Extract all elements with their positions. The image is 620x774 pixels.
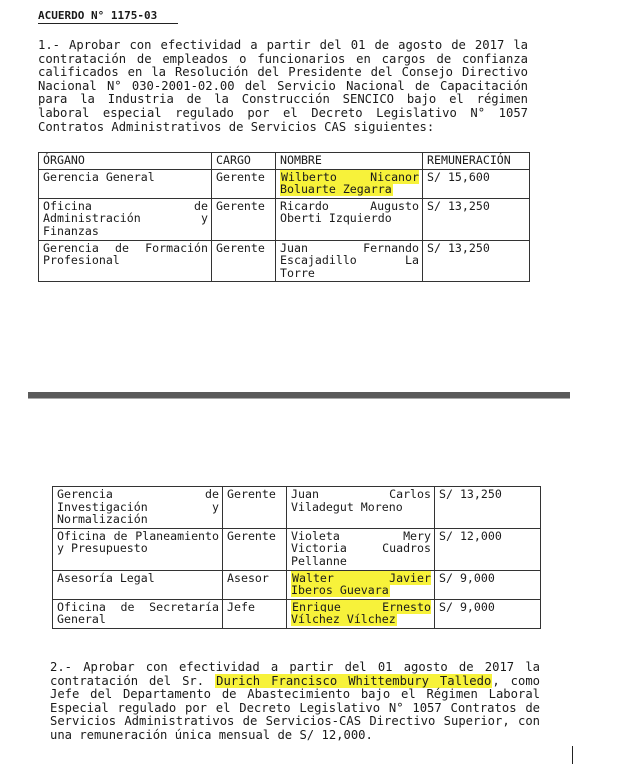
cell-cargo: Gerente: [212, 240, 276, 282]
header-remuneracion: REMUNERACIÓN: [423, 153, 530, 170]
cell-cargo: Asesor: [223, 570, 287, 599]
highlighted-name: Wilberto Nicanor Boluarte Zegarra: [280, 169, 419, 197]
header-nombre: NOMBRE: [276, 153, 423, 170]
paragraph-2-end: , como Jefe del Departamento de Abastecimiento bajo el Régimen Laboral Especial regulado por el Decreto Legislativo N° 1057 Contratos de Servicios Administrativos de Servicios-CAS Directivo Superior, con una remuneración única mensual de S/ 12,000.: [50, 673, 541, 742]
table-row: [39, 240, 530, 282]
table-row: [39, 198, 530, 240]
cell-nombre: Ricardo Augusto Oberti Izquierdo: [276, 198, 423, 240]
appointments-table-2: [52, 486, 541, 629]
cell-cargo: Gerente: [223, 528, 287, 570]
paragraph-2: [50, 661, 540, 743]
cell-nombre: [287, 570, 435, 599]
paragraph-2-start: 2.- Aprobar con efectividad a partir del 01 agosto de 2017 la contratación del Sr.: [50, 660, 540, 688]
page-break-shadow: [28, 398, 570, 399]
cell-cargo: Gerente: [223, 487, 287, 529]
table-header-row: [39, 153, 530, 170]
paragraph-1: 1.- Aprobar con efectividad a partir del 01 de agosto de 2017 la contratación de empleados o funcionarios en cargos de confianza calificados en la Resolución del Presidente del Consejo Directivo Nacional N° 030-2001-02.00 del Servicio Nacional de Capacitación para la Industria de la Construcción SENCICO bajo el régimen laboral especial regulado por el Decreto Legislativo N° 1057 Contratos Administrativos de Servicios CAS siguientes:: [38, 38, 528, 134]
table-row: [53, 570, 541, 599]
cell-organo: Gerencia de Investigación y Normalización: [53, 487, 223, 529]
cell-nombre: [276, 169, 423, 198]
header-organo: ÓRGANO: [39, 153, 212, 170]
cell-organo: Oficina de Administración y Finanzas: [39, 198, 212, 240]
document-title: ACUERDO N° 1175-03: [38, 9, 158, 22]
cell-remuneracion: S/ 15,600: [423, 169, 530, 198]
table-row: [53, 487, 541, 529]
cell-organo: Asesoría Legal: [53, 570, 223, 599]
cell-nombre: Juan Carlos Viladegut Moreno: [287, 487, 435, 529]
cell-organo: Gerencia de Formación Profesional: [39, 240, 212, 282]
header-cargo: CARGO: [212, 153, 276, 170]
appointments-table-1: [38, 152, 530, 282]
cell-cargo: Gerente: [212, 198, 276, 240]
table-row: [53, 599, 541, 628]
cell-remuneracion: S/ 13,250: [423, 198, 530, 240]
cell-nombre: [287, 599, 435, 628]
highlighted-name: Durich Francisco Whittembury Talledo: [216, 673, 492, 688]
cell-cargo: Jefe: [223, 599, 287, 628]
cell-remuneracion: S/ 9,000: [435, 599, 541, 628]
highlighted-name: Walter Javier Iberos Guevara: [291, 570, 431, 598]
cell-remuneracion: S/ 13,250: [435, 487, 541, 529]
cell-cargo: Gerente: [212, 169, 276, 198]
cell-nombre: Juan Fernando Escajadillo La Torre: [276, 240, 423, 282]
table-row: [39, 169, 530, 198]
highlighted-name: Enrique Ernesto Vílchez Vílchez: [291, 599, 431, 627]
cell-organo: Oficina de Secretaría General: [53, 599, 223, 628]
cell-remuneracion: S/ 9,000: [435, 570, 541, 599]
cell-nombre: Violeta Mery Victoria Cuadros Pellanne: [287, 528, 435, 570]
table-row: [53, 528, 541, 570]
margin-mark: [572, 746, 573, 764]
title-underline: [38, 23, 178, 24]
cell-organo: Oficina de Planeamiento y Presupuesto: [53, 528, 223, 570]
cell-organo: Gerencia General: [39, 169, 212, 198]
cell-remuneracion: S/ 13,250: [423, 240, 530, 282]
cell-remuneracion: S/ 12,000: [435, 528, 541, 570]
